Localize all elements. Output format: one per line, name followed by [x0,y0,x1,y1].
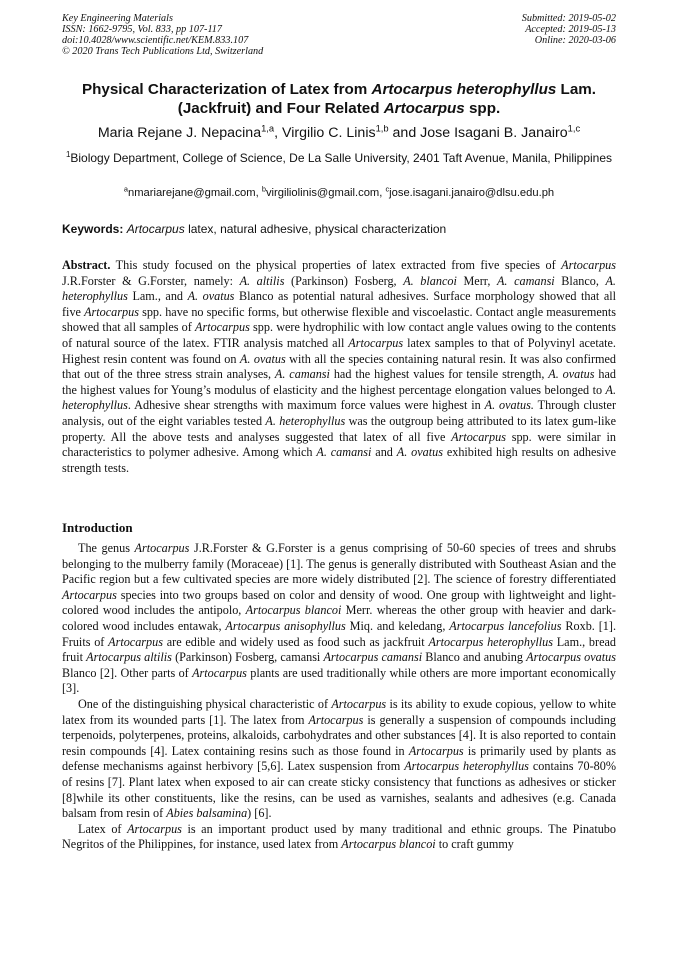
paragraph: The genus Artocarpus J.R.Forster & G.Forster is a genus comprising of 50-60 species of trees and shrubs belonging to the mulberry family (Moraceae) [1]. The genus is generally distributed with Southeast Asian and the Pacific region but a few cultivated species are more widely distributed [2]. The science of forestry differentiated Artocarpus species into two groups based on color and density of wood. One group with lightweight and light-colored wood includes the antipolo, Artocarpus blancoi Merr. whereas the other group with heavier and dark-colored wood includes entawak, Artocarpus anisophyllus Miq. and keledang, Artocarpus lancefolius Roxb. [1]. Fruits of Artocarpus are edible and widely used as food such as jackfruit Artocarpus heterophyllus Lam., bread fruit Artocarpus altilis (Parkinson) Fosberg, camansi Artocarpus camansi Blanco and anubing Artocarpus ovatus Blanco [2]. Other parts of Artocarpus plants are used traditionally while others are more important economically [3]. [62,541,616,696]
paragraph: Latex of Artocarpus is an important product used by many traditional and ethnic groups. The Pinatubo Negritos of the Philippines, for instance, used latex from Artocarpus blancoi to craft gummy [62,821,616,852]
author-name: Virgilio C. Linis [282,125,376,141]
journal-name: Key Engineering Materials [62,13,173,24]
email-link[interactable]: nmariarejane@gmail.com, [127,187,262,199]
email-link[interactable]: virgiliolinis@gmail.com, [265,187,386,199]
keywords: Keywords: Artocarpus latex, natural adhesive, physical characterization [62,222,447,236]
abstract-label: Abstract. [62,258,111,272]
section-heading-introduction: Introduction [62,520,133,535]
abstract-paragraph: Abstract. This study focused on the physical properties of latex extracted from five species of Artocarpus J.R.Forster & G.Forster, namely: A. altilis (Parkinson) Fosberg, A. blancoi Merr, A. camansi Blanco, A. heterophyllus Lam., and A. ovatus Blanco as potential natural adhesives. Surface morphology showed that all five Artocarpus spp. have no specific forms, but otherwise flexible and viscoelastic. Contact angle measurements showed that all samples of Artocarpus spp. were hydrophilic with low contact angle values owing to the contents of natural source of the latex. FTIR analysis matched all Artocarpus latex samples to that of Polyvinyl acetate. Highest resin content was found on A. ovatus with all the species containing natural resin. It was also confirmed that out of the three stress strain analyses, A. camansi had the highest values for tensile strength, A. ovatus had the highest values for Young’s modulus of elasticity and the highest percentage elongation values belonged to A. heterophyllus. Adhesive shear strengths with maximum force values were highest in A. ovatus. Through cluster analysis, out of the eight variables tested A. heterophyllus was the outgroup being attributed to its latex gum-like property. All the above tests and analyses suggested that latex of all five Artocarpus spp. were similar in characteristics to polymer adhesive. Among which A. camansi and A. ovatus exhibited high results on adhesive strength tests. [62,258,617,475]
introduction-section [62,541,616,853]
journal-header [62,13,263,57]
paper-title: Physical Characterization of Latex from Artocarpus heterophyllus Lam. (Jackfruit) and Four Related Artocarpus spp. [82,81,596,117]
submitted-date: Submitted: 2019-05-02 [521,13,616,24]
publication-dates [522,13,616,46]
paragraph: One of the distinguishing physical characteristic of Artocarpus is its ability to exude copious, yellow to white latex from its wounded parts [1]. The latex from Artocarpus is generally a suspension of compounds including terpenoids, polyterpenes, proteins, alkaloids, carbohydrates and other substances [4]. It is also reported to contain resin compounds [4]. Latex containing resins such as those found in Artocarpus is primarily used by plants as defense mechanisms against herbivory [5,6]. Latex suspension from Artocarpus heterophyllus contains 70-80% of resins [7]. Plant latex when exposed to air can create sticky consistency that functions as adhesives or sticker [8]while its other constituents, like the resins, can be used as varnishes, sealants and adhesives (e.g. Canada balsam from resin of Abies balsamina) [6]. [62,696,617,821]
online-date: Online: 2020-03-06 [534,35,616,46]
author-name: Jose Isagani B. Janairo [420,125,568,141]
affiliation: $^1$Biology Department, College of Science, De La Salle University, 2401 Taft Avenue, Manila, Philippines [65,150,613,165]
journal-doi[interactable]: doi:10.4028/www.scientific.net/KEM.833.107 [62,35,249,46]
keywords-label: Keywords: [62,222,124,236]
journal-issn: ISSN: 1662-9795, Vol. 833, pp 107-117 [62,24,222,35]
accepted-date: Accepted: 2019-05-13 [525,24,616,35]
author-emails: $^a$nmariarejane@gmail.com, $^b$virgiliolinis@gmail.com, $^c$jose.isagani.janairo@dlsu.edu.ph [123,184,555,199]
journal-copyright: © 2020 Trans Tech Publications Ltd, Switzerland [62,46,264,57]
author-list: Maria Rejane J. Nepacina$^{1,a}$, Virgilio C. Linis$^{1,b}$ and Jose Isagani B. Janairo$^{1,c}$ [97,123,581,141]
abstract [62,258,616,476]
author-name: Maria Rejane J. Nepacina [97,125,262,141]
email-link[interactable]: jose.isagani.janairo@dlsu.edu.ph [389,187,555,199]
